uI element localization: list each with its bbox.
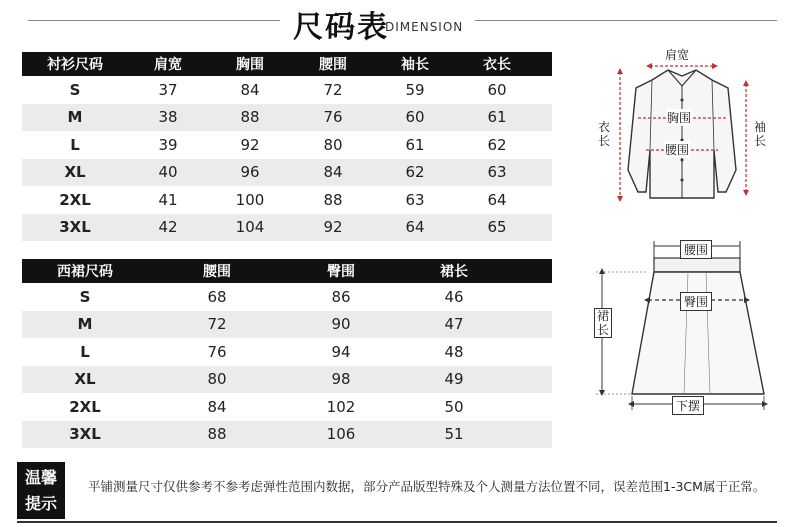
value-cell: 40: [158, 163, 178, 182]
title-rule-left: [28, 20, 280, 21]
value-cell: 88: [207, 425, 227, 444]
value-cell: 63: [405, 190, 425, 209]
value-cell: 39: [158, 135, 178, 154]
table-row: [22, 214, 552, 242]
value-cell: 46: [444, 287, 464, 306]
sleeve-label: 袖长: [754, 120, 767, 148]
header-cell: 衣长: [483, 57, 511, 73]
value-cell: 49: [444, 370, 464, 389]
skirt-length-label: 裙长: [594, 308, 612, 338]
table-row: [22, 283, 552, 311]
size-cell: S: [69, 80, 81, 99]
value-cell: 84: [240, 80, 260, 99]
size-cell: M: [67, 108, 83, 127]
tips-text: 平铺测量尺寸仅供参考不参考虑弹性范围内数据，部分产品版型特殊及个人测量方法位置不同，误差范围1-3CM属于正常。: [88, 479, 766, 494]
value-cell: 59: [405, 80, 425, 99]
skirt-size-table: [22, 259, 552, 448]
value-cell: 37: [158, 80, 178, 99]
value-cell: 65: [487, 218, 507, 237]
header-cell: 胸围: [236, 57, 264, 73]
table-row: [22, 186, 552, 214]
table-row: [22, 104, 552, 132]
table-row: [22, 421, 552, 449]
value-cell: 60: [405, 108, 425, 127]
value-cell: 64: [405, 218, 425, 237]
header-cell: 腰围: [203, 264, 231, 280]
waist-label: 腰围: [665, 143, 690, 157]
size-cell: 2XL: [59, 190, 91, 209]
size-cell: XL: [74, 370, 96, 389]
length-label: 衣长: [598, 120, 611, 148]
header-cell: 西裙尺码: [57, 264, 113, 280]
value-cell: 72: [323, 80, 343, 99]
page-title: 尺码表: [293, 10, 389, 45]
table-row: [22, 338, 552, 366]
value-cell: 48: [444, 342, 464, 361]
table-row: [22, 76, 552, 104]
value-cell: 68: [207, 287, 227, 306]
size-cell: L: [70, 135, 80, 154]
value-cell: 61: [405, 135, 425, 154]
header-cell: 衬衫尺码: [47, 57, 103, 73]
value-cell: 50: [444, 397, 464, 416]
value-cell: 98: [331, 370, 351, 389]
size-cell: S: [79, 287, 91, 306]
value-cell: 62: [487, 135, 507, 154]
size-cell: L: [80, 342, 90, 361]
value-cell: 51: [444, 425, 464, 444]
value-cell: 102: [326, 397, 356, 416]
table-row: [22, 393, 552, 421]
skirt-waist-label: 腰围: [680, 240, 712, 259]
size-cell: M: [77, 315, 93, 334]
value-cell: 76: [323, 108, 343, 127]
value-cell: 61: [487, 108, 507, 127]
value-cell: 84: [323, 163, 343, 182]
value-cell: 88: [240, 108, 260, 127]
value-cell: 88: [323, 190, 343, 209]
table-row: [22, 131, 552, 159]
hem-label: 下摆: [672, 396, 704, 415]
value-cell: 47: [444, 315, 464, 334]
value-cell: 72: [207, 315, 227, 334]
size-cell: 2XL: [69, 397, 101, 416]
size-cell: 3XL: [69, 425, 101, 444]
size-cell: 3XL: [59, 218, 91, 237]
value-cell: 80: [323, 135, 343, 154]
value-cell: 104: [235, 218, 265, 237]
value-cell: 92: [323, 218, 343, 237]
value-cell: 80: [207, 370, 227, 389]
value-cell: 86: [331, 287, 351, 306]
header-cell: 裙长: [440, 264, 468, 280]
tips-label-line1: 温馨: [24, 468, 57, 487]
value-cell: 106: [326, 425, 356, 444]
value-cell: 90: [331, 315, 351, 334]
skirt-measurement-diagram: [588, 236, 778, 416]
value-cell: 92: [240, 135, 260, 154]
value-cell: 42: [158, 218, 178, 237]
tips-label: [17, 462, 65, 519]
tips-label-line2: 提示: [24, 494, 57, 513]
value-cell: 62: [405, 163, 425, 182]
value-cell: 100: [235, 190, 265, 209]
page-subtitle: DIMENSION: [385, 20, 464, 34]
value-cell: 63: [487, 163, 507, 182]
table-row: [22, 311, 552, 339]
chest-label: 胸围: [667, 111, 692, 125]
value-cell: 41: [158, 190, 178, 209]
title-rule-right: [475, 20, 777, 21]
skirt-illustration: [588, 236, 778, 416]
shirt-size-table: [22, 52, 552, 241]
value-cell: 64: [487, 190, 507, 209]
value-cell: 96: [240, 163, 260, 182]
header-cell: 肩宽: [154, 57, 182, 73]
value-cell: 76: [207, 342, 227, 361]
table-row: [22, 159, 552, 187]
header-cell: 腰围: [319, 57, 347, 73]
value-cell: 94: [331, 342, 351, 361]
hip-label: 臀围: [680, 292, 712, 311]
shirt-table-header: [22, 52, 552, 76]
shirt-measurement-diagram: [590, 40, 775, 205]
size-cell: XL: [64, 163, 86, 182]
shoulder-label: 肩宽: [665, 48, 690, 62]
table-row: [22, 366, 552, 394]
tips-divider: [17, 521, 777, 523]
header-cell: 袖长: [401, 57, 429, 73]
value-cell: 60: [487, 80, 507, 99]
value-cell: 84: [207, 397, 227, 416]
header-cell: 臀围: [327, 264, 355, 280]
value-cell: 38: [158, 108, 178, 127]
skirt-table-header: [22, 259, 552, 283]
